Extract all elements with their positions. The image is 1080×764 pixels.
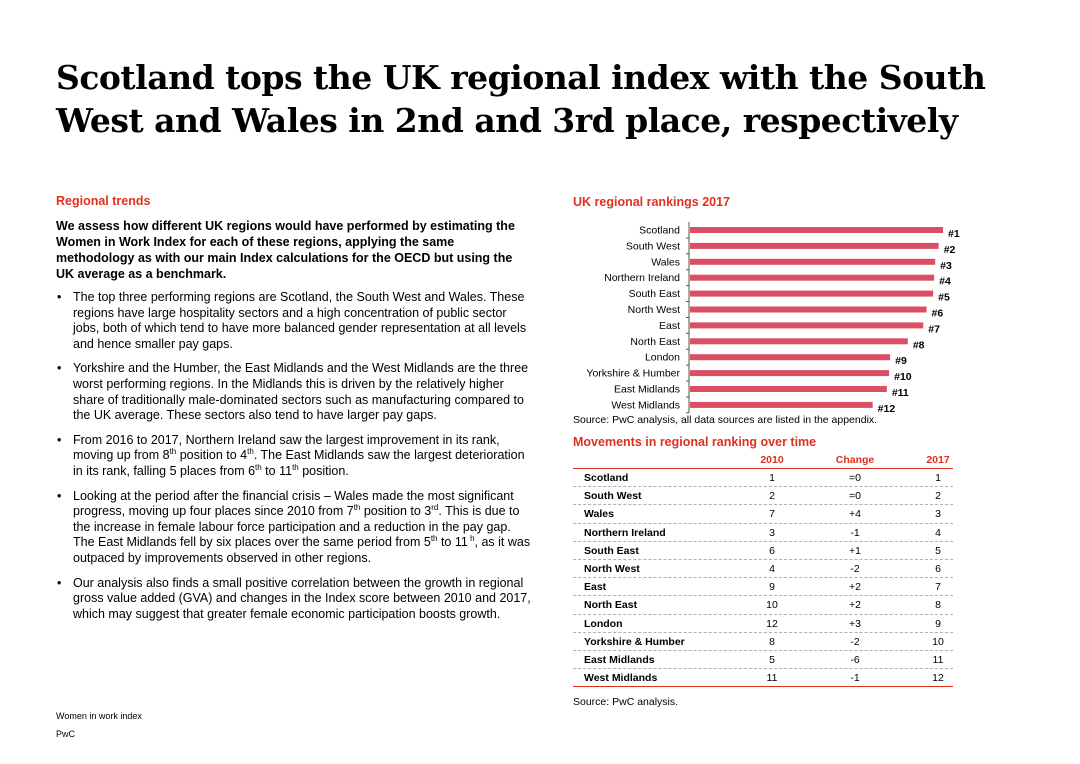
region-cell: London	[584, 617, 623, 630]
bar	[690, 338, 908, 344]
rank-2010-cell: 3	[769, 526, 775, 539]
rank-2017-cell: 8	[935, 599, 941, 612]
table-heading: Movements in regional ranking over time	[573, 435, 817, 449]
bar	[690, 243, 939, 249]
rank-2010-cell: 7	[769, 508, 775, 521]
footer-doc-name: Women in work index	[56, 711, 142, 721]
bullet-top-three: • The top three performing regions are Scotland, the South West and Wales. These regions have large hospitality sectors and a high concentration of public sector jobs, both of which tend to have more balanced gender representation at all levels and hence smaller pay gaps.	[56, 290, 531, 352]
rank-2017-cell: 10	[932, 635, 944, 648]
col-header-change: Change	[835, 454, 875, 466]
rank-2010-cell: 4	[769, 562, 775, 575]
bar	[690, 227, 943, 233]
category-label: Yorkshire & Humber	[586, 367, 680, 380]
table-row	[573, 487, 953, 505]
bullet-list	[56, 290, 531, 622]
rank-2010-cell: 11	[766, 672, 778, 685]
region-cell: Northern Ireland	[584, 526, 666, 539]
table-row	[573, 651, 953, 669]
category-label: Northern Ireland	[604, 272, 680, 285]
bar	[690, 402, 873, 408]
chart-heading: UK regional rankings 2017	[573, 195, 731, 209]
rank-label: #10	[894, 371, 912, 384]
rank-2017-cell: 4	[935, 526, 941, 539]
category-label: East Midlands	[614, 383, 680, 396]
rank-label: #4	[939, 275, 951, 288]
category-label: South West	[625, 240, 680, 253]
change-cell: -1	[850, 526, 860, 539]
change-cell: -6	[850, 653, 860, 666]
bar	[690, 370, 889, 376]
rank-2010-cell: 8	[769, 635, 775, 648]
chart-source: Source: PwC analysis, all data sources are listed in the appendix.	[573, 414, 878, 426]
table-row	[573, 469, 953, 487]
table-row	[573, 669, 953, 687]
rank-2017-cell: 12	[932, 672, 944, 685]
change-cell: -2	[850, 635, 860, 648]
rank-label: #9	[895, 355, 907, 368]
table-body	[573, 469, 953, 687]
rank-label: #5	[938, 291, 950, 304]
category-label: South East	[628, 288, 680, 301]
col-header-2010: 2010	[760, 454, 784, 466]
region-cell: Wales	[584, 508, 614, 521]
table-row	[573, 633, 953, 651]
page-title: Scotland tops the UK regional index with the South West and Wales in 2nd and 3rd place, respectively	[56, 58, 986, 140]
change-cell: =0	[849, 490, 861, 503]
rank-label: #2	[943, 243, 956, 256]
region-cell: East Midlands	[584, 653, 655, 666]
footer-org: PwC	[56, 729, 76, 739]
rank-label: #1	[948, 228, 960, 240]
rank-2010-cell: 9	[769, 581, 775, 594]
region-cell: Scotland	[584, 472, 629, 484]
regional-trends-section	[56, 194, 531, 631]
rank-2017-cell: 9	[935, 617, 941, 630]
category-label: East	[658, 319, 680, 332]
change-cell: -2	[850, 562, 860, 575]
change-cell: =0	[849, 472, 861, 484]
rank-label: #12	[877, 402, 896, 415]
change-cell: -1	[850, 672, 860, 685]
category-label: North West	[627, 304, 680, 316]
rank-2010-cell: 1	[769, 472, 775, 484]
table-row	[573, 596, 953, 614]
table-row	[573, 560, 953, 578]
category-label: West Midlands	[611, 399, 680, 412]
region-cell: North West	[584, 562, 640, 575]
table-row	[573, 578, 953, 596]
bullet-worst-three: • Yorkshire and the Humber, the East Midlands and the West Midlands are the three worst performing regions. In the Midlands this is driven by the relatively higher share of traditionally male-dominated sectors such as manufacturing compared to the UK average. These sectors also tend to have larger pay gaps.	[56, 361, 531, 423]
region-cell: South West	[584, 490, 642, 503]
change-cell: +2	[849, 599, 861, 612]
bar	[690, 307, 927, 313]
region-cell: West Midlands	[584, 672, 658, 685]
region-cell: North East	[584, 599, 638, 612]
category-label: Wales	[651, 256, 680, 269]
rank-label: #8	[912, 339, 925, 352]
bullet-financial-crisis: • Looking at the period after the financial crisis – Wales made the most significant progress, moving up four places since 2010 from 7th position to 3rd. This is due to the increase in female labour force participation and a reduction in the pay gap. The East Midlands fell by six places over the same period from 5th to 11 $^h$, as it was outpaced by improvements observed in other regions.	[56, 489, 531, 567]
rank-2017-cell: 7	[935, 581, 941, 594]
ranking-movements-table	[573, 451, 953, 687]
rank-2017-cell: 11	[932, 653, 944, 666]
table-row	[573, 505, 953, 523]
rank-2010-cell: 6	[769, 544, 775, 557]
change-cell: +4	[849, 508, 861, 521]
region-cell: South East	[584, 544, 639, 557]
category-label: Scotland	[639, 224, 680, 237]
region-cell: East	[584, 581, 607, 594]
bar	[690, 386, 887, 392]
bar	[690, 291, 933, 297]
region-cell: Yorkshire & Humber	[584, 635, 685, 648]
category-label: London	[644, 351, 680, 364]
bar	[690, 322, 923, 328]
rank-label: #3	[940, 259, 952, 272]
bullet-rank-changes: • From 2016 to 2017, Northern Ireland saw the largest improvement in its rank, moving up from 8th position to 4th. The East Midlands saw the largest deterioration in its rank, falling 5 places from 6th to 11th position.	[56, 433, 531, 480]
table-source: Source: PwC analysis.	[573, 696, 679, 708]
rank-label: #7	[928, 323, 940, 336]
rank-label: #6	[931, 307, 944, 320]
bar	[690, 259, 935, 265]
rank-2010-cell: 12	[766, 617, 778, 630]
bullet-gva-correlation: • Our analysis also finds a small positive correlation between the growth in regional gross value added (GVA) and changes in the Index score between 2010 and 2017, which may suggest that greater female economic participation boosts growth.	[56, 576, 531, 623]
bar	[690, 354, 890, 360]
change-cell: +1	[849, 544, 861, 557]
category-label: North East	[630, 335, 680, 348]
rank-2017-cell: 1	[935, 472, 941, 484]
rank-2017-cell: 2	[935, 490, 941, 503]
table-row	[573, 615, 953, 633]
rank-2010-cell: 2	[769, 490, 775, 503]
bar	[690, 275, 934, 281]
rank-2017-cell: 3	[935, 508, 941, 521]
rank-2010-cell: 5	[769, 653, 775, 666]
regional-trends-heading: Regional trends	[56, 194, 151, 208]
table-header-row	[573, 451, 953, 469]
rank-2017-cell: 6	[935, 562, 941, 575]
intro-paragraph: We assess how different UK regions would have performed by estimating the Women in Work Index for each of these regions, applying the same methodology as with our main Index calculations for the OECD but using the UK average as a benchmark.	[56, 219, 515, 281]
table-row	[573, 542, 953, 560]
col-header-2017: 2017	[926, 454, 950, 466]
rank-2017-cell: 5	[935, 544, 941, 557]
table-row	[573, 524, 953, 542]
rank-label: #11	[891, 387, 909, 399]
change-cell: +2	[849, 581, 861, 594]
change-cell: +3	[849, 617, 861, 630]
rank-2010-cell: 10	[766, 599, 778, 612]
